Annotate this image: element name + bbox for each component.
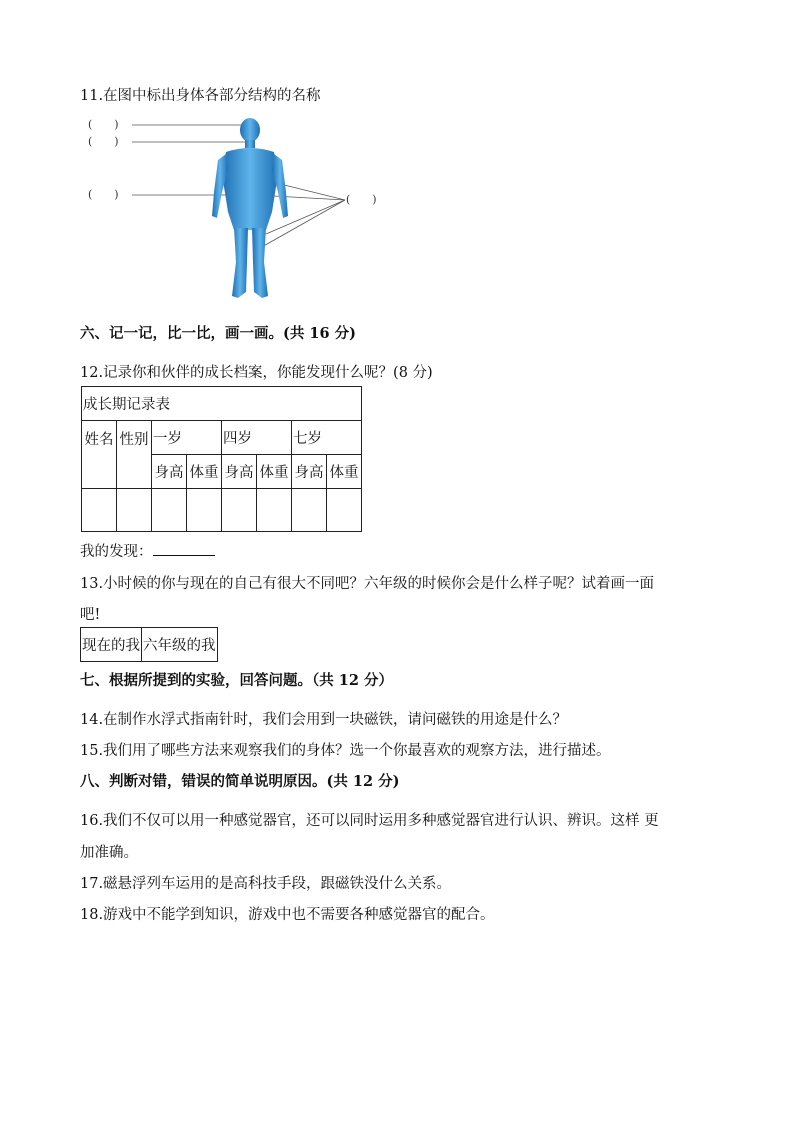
table-title: 成长期记录表	[82, 387, 362, 421]
header-height: 身高	[292, 455, 327, 489]
question-14: 14.在制作水浮式指南针时，我们会用到一块磁铁，请问磁铁的用途是什么？	[80, 712, 568, 728]
label-bracket-limbs[interactable]: ( )	[346, 193, 377, 206]
question-18: 18.游戏中不能学到知识，游戏中也不需要各种感觉器官的配合。	[80, 907, 495, 923]
finding-label: 我的发现：	[80, 544, 153, 560]
question-12: 12.记录你和伙伴的成长档案，你能发现什么呢？(8 分)	[80, 365, 433, 381]
blank-cell[interactable]	[117, 489, 152, 532]
header-weight: 体重	[187, 455, 222, 489]
question-13-line1: 13.小时候的你与现在的自己有很大不同吧？六年级的时候你会是什么样子呢？试着画一面	[80, 576, 655, 592]
finding-line	[80, 540, 215, 561]
header-name: 姓名	[82, 421, 117, 489]
question-15: 15.我们用了哪些方法来观察我们的身体？选一个你最喜欢的观察方法，进行描述。	[80, 743, 611, 759]
section-6-heading: 六、记一记，比一比，画一画。(共 16 分)	[80, 325, 356, 342]
blank-cell[interactable]	[82, 489, 117, 532]
finding-blank[interactable]	[153, 541, 215, 556]
cell-now[interactable]: 现在的我	[81, 628, 142, 662]
blank-cell[interactable]	[327, 489, 362, 532]
question-16-line2: 加准确。	[80, 845, 138, 861]
blank-cell[interactable]	[257, 489, 292, 532]
question-17: 17.磁悬浮列车运用的是高科技手段，跟磁铁没什么关系。	[80, 876, 452, 892]
drawing-table	[80, 627, 218, 662]
cell-sixth-grade[interactable]: 六年级的我	[142, 628, 218, 662]
header-weight: 体重	[327, 455, 362, 489]
growth-record-table	[81, 386, 362, 532]
blank-cell[interactable]	[222, 489, 257, 532]
header-age-7: 七岁	[292, 421, 362, 455]
label-bracket-trunk[interactable]: ( )	[88, 188, 119, 201]
question-13-line2: 吧!	[80, 607, 101, 623]
blank-cell[interactable]	[292, 489, 327, 532]
question-11: 11.在图中标出身体各部分结构的名称	[80, 88, 321, 104]
header-age-1: 一岁	[152, 421, 222, 455]
label-bracket-head[interactable]: ( )	[88, 118, 119, 131]
question-16-line1: 16.我们不仅可以用一种感觉器官，还可以同时运用多种感觉器官进行认识、辨识。这样 更	[80, 813, 659, 829]
section-7-heading: 七、根据所提到的实验，回答问题。（共 12 分）	[80, 672, 394, 689]
human-body-figure	[80, 112, 400, 302]
header-gender: 性别	[117, 421, 152, 489]
header-height: 身高	[222, 455, 257, 489]
header-age-4: 四岁	[222, 421, 292, 455]
label-bracket-neck[interactable]: ( )	[88, 135, 119, 148]
blank-cell[interactable]	[152, 489, 187, 532]
header-weight: 体重	[257, 455, 292, 489]
section-8-heading: 八、判断对错，错误的简单说明原因。(共 12 分)	[80, 773, 400, 790]
header-height: 身高	[152, 455, 187, 489]
blank-cell[interactable]	[187, 489, 222, 532]
body-silhouette	[212, 118, 288, 298]
